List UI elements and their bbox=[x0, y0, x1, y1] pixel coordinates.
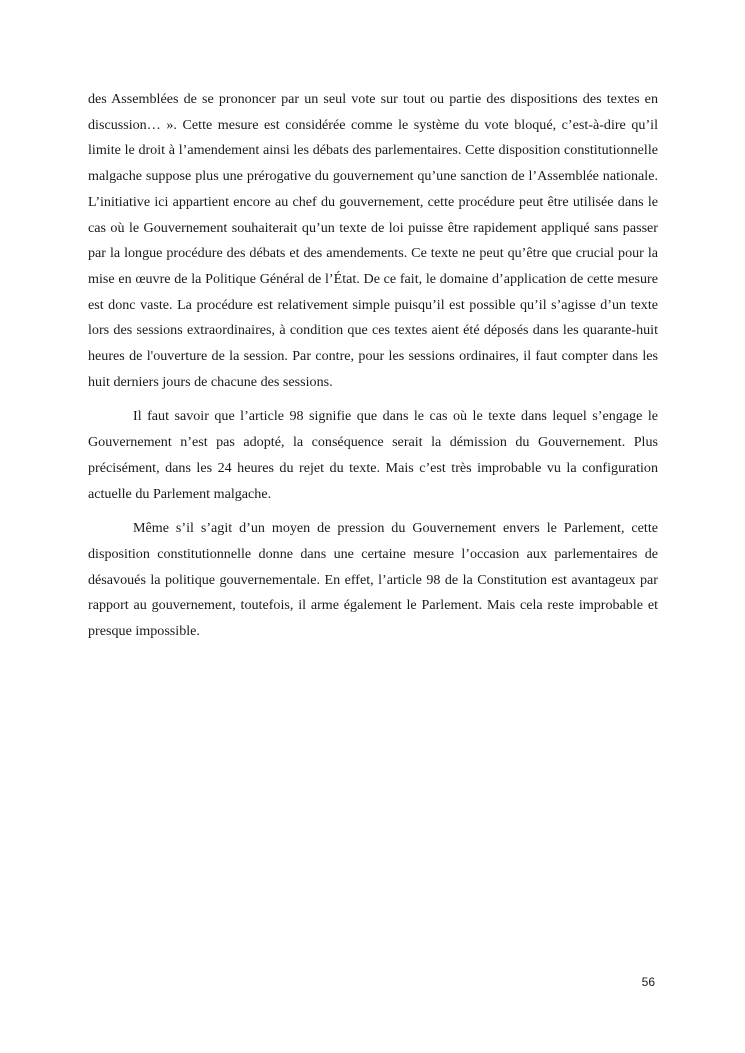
paragraph-pression-gouvernement: Même s’il s’agit d’un moyen de pression du Gouvernement envers le Parlement, cette disposition constitutionnelle donne dans une certaine mesure l’occasion aux parlementaires de désavoués la politique gouvernementale. En effet, l’article 98 de la Constitution est avantageux par rapport au gouvernement, toutefois, il arme également le Parlement. Mais cela reste improbable et presque impossible. bbox=[88, 520, 658, 640]
body-text bbox=[88, 87, 658, 654]
paragraph-continuation: des Assemblées de se prononcer par un seul vote sur tout ou partie des dispositions des textes en discussion… ». Cette mesure est considérée comme le système du vote bloqué, c’est-à-dire qu’il limite le droit à l’amendement ainsi les débats des parlementaires. Cette disposition constitutionnelle malgache suppose plus une prérogative du gouvernement qu’une sanction de l’Assemblée nationale. L’initiative ici appartient encore au chef du gouvernement, cette procédure peut être utilisée dans le cas où le Gouvernement souhaiterait qu’un texte de loi puisse être rapidement appliqué sans passer par la longue procédure des débats et des amendements. Ce texte ne peut qu’être que crucial pour la mise en œuvre de la Politique Général de l’État. De ce fait, le domaine d’application de cette mesure est donc vaste. La procédure est relativement simple puisqu’il est possible qu’il s’agisse d’un texte lors des sessions extraordinaires, à condition que ces textes aient été déposés dans les quarante-huit heures de l'ouverture de la session. Par contre, pour les sessions ordinaires, il faut compter dans les huit derniers jours de chacune des sessions. bbox=[88, 91, 658, 390]
paragraph-article-98-consequence: Il faut savoir que l’article 98 signifie que dans le cas où le texte dans lequel s’engage le Gouvernement n’est pas adopté, la conséquence serait la démission du Gouvernement. Plus précisément, dans les 24 heures du rejet du texte. Mais c’est très improbable vu la configuration actuelle du Parlement malgache. bbox=[88, 408, 658, 502]
page-number: 56 bbox=[641, 975, 655, 989]
